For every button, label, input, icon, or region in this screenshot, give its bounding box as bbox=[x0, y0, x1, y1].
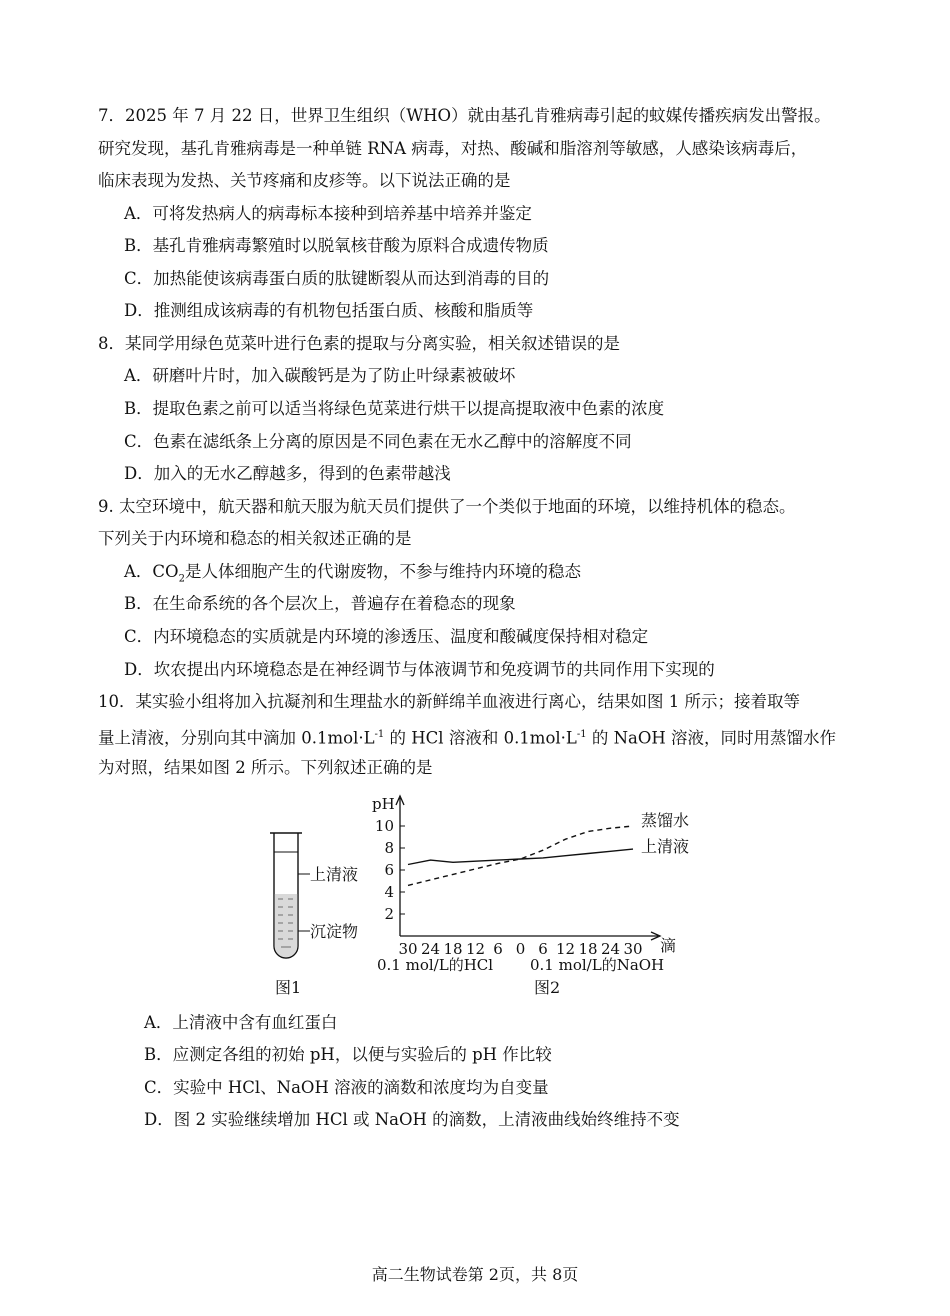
q8-option-c: C．色素在滤纸条上分离的原因是不同色素在无水乙醇中的溶解度不同 bbox=[124, 432, 632, 451]
x-tick-label: 30 bbox=[398, 940, 418, 958]
x-tick-label: 0 bbox=[515, 940, 526, 958]
legend-supernatant: 上清液 bbox=[641, 837, 690, 857]
y-tick-label: 8 bbox=[384, 839, 394, 857]
q7-stem-line2: 研究发现，基孔肯雅病毒是一种单链 RNA 病毒，对热、酸碱和脂溶剂等敏感，人感染该病毒后， bbox=[98, 139, 808, 158]
q7-option-c: C．加热能使该病毒蛋白质的肽键断裂从而达到消毒的目的 bbox=[124, 269, 550, 288]
q9-option-a-sub: 2 bbox=[178, 573, 185, 585]
q9-option-a-prefix: A．CO bbox=[124, 562, 179, 581]
q8-option-d: D．加入的无水乙醇越多，得到的色素带越浅 bbox=[124, 464, 451, 483]
q7-option-a: A．可将发热病人的病毒标本接种到培养基中培养并鉴定 bbox=[124, 204, 532, 223]
q8-option-b: B．提取色素之前可以适当将绿色苋菜进行烘干以提高提取液中色素的浓度 bbox=[124, 399, 665, 418]
q9-option-c: C．内环境稳态的实质就是内环境的渗透压、温度和酸碱度保持相对稳定 bbox=[124, 627, 649, 646]
q10-stem-line1: 10．某实验小组将加入抗凝剂和生理盐水的新鲜绵羊血液进行离心，结果如图 1 所示；接着取等 bbox=[98, 692, 800, 711]
x-tick-label: 24 bbox=[600, 940, 621, 958]
x-tick-label: 30 bbox=[623, 940, 643, 958]
q10-stem-line3: 为对照，结果如图 2 所示。下列叙述正确的是 bbox=[98, 758, 433, 777]
legend-distilled-water: 蒸馏水 bbox=[641, 811, 690, 830]
series-line-supernatant bbox=[408, 849, 633, 864]
q7-option-b: B．基孔肯雅病毒繁殖时以脱氧核苷酸为原料合成遗传物质 bbox=[124, 236, 549, 255]
q10-option-b: B．应测定各组的初始 pH，以便与实验后的 pH 作比较 bbox=[144, 1045, 552, 1064]
series-line-distilled-water bbox=[408, 826, 633, 885]
y-tick-label: 4 bbox=[384, 883, 394, 901]
x-tick-label: 6 bbox=[493, 940, 503, 958]
q10-line2-sup1: -1 bbox=[374, 729, 385, 740]
q8-option-a: A．研磨叶片时，加入碳酸钙是为了防止叶绿素被破坏 bbox=[124, 366, 516, 385]
y-tick-label: 6 bbox=[384, 861, 394, 879]
q10-line2-part1: 量上清液，分别向其中滴加 0.1mol·L bbox=[98, 728, 375, 748]
q10-stem-line2 bbox=[98, 723, 836, 751]
x-axis-right-label: 0.1 mol/L的NaOH bbox=[530, 956, 665, 974]
y-tick-label: 10 bbox=[374, 817, 394, 835]
x-tick-label: 24 bbox=[420, 940, 441, 958]
page-footer: 高二生物试卷第 2页，共 8页 bbox=[371, 1265, 579, 1284]
q10-figure bbox=[250, 786, 700, 1001]
q9-option-a bbox=[124, 560, 581, 591]
q10-line2-sup2: -1 bbox=[576, 729, 587, 740]
x-tick-label: 12 bbox=[555, 940, 576, 958]
q7-stem-line3: 临床表现为发热、关节疼痛和皮疹等。以下说法正确的是 bbox=[98, 171, 511, 190]
q10-option-c: C．实验中 HCl、NaOH 溶液的滴数和浓度均为自变量 bbox=[144, 1078, 549, 1097]
x-tick-label: 18 bbox=[578, 940, 598, 958]
figure1-caption: 图1 bbox=[275, 978, 302, 997]
y-axis-label: pH bbox=[372, 795, 395, 813]
q10-option-d: D．图 2 实验继续增加 HCl 或 NaOH 的滴数，上清液曲线始终维持不变 bbox=[144, 1110, 680, 1129]
q10-line2-part3: 的 NaOH 溶液，同时用蒸馏水作 bbox=[586, 728, 837, 748]
x-axis-left-label: 0.1 mol/L的HCl bbox=[377, 956, 494, 974]
y-tick-label: 2 bbox=[384, 905, 394, 923]
label-supernatant: 上清液 bbox=[310, 865, 359, 884]
q8-stem: 8．某同学用绿色苋菜叶进行色素的提取与分离实验，相关叙述错误的是 bbox=[98, 334, 620, 353]
x-tick-label: 12 bbox=[465, 940, 486, 958]
q9-option-b: B．在生命系统的各个层次上，普遍存在着稳态的现象 bbox=[124, 594, 516, 613]
q9-option-d: D．坎农提出内环境稳态是在神经调节与体液调节和免疫调节的共同作用下实现的 bbox=[124, 660, 715, 679]
test-tube-diagram bbox=[270, 833, 358, 997]
x-tick-label: 18 bbox=[443, 940, 463, 958]
q7-option-d: D．推测组成该病毒的有机物包括蛋白质、核酸和脂质等 bbox=[124, 301, 534, 320]
q10-line2-part2: 的 HCl 溶液和 0.1mol·L bbox=[384, 728, 577, 748]
q7-stem-line1: 7．2025 年 7 月 22 日，世界卫生组织（WHO）就由基孔肯雅病毒引起的蚊媒传播疾病发出警报。 bbox=[98, 106, 831, 125]
x-tick-label: 6 bbox=[538, 940, 548, 958]
q9-option-a-rest: 是人体细胞产生的代谢废物，不参与维持内环境的稳态 bbox=[184, 562, 581, 581]
q9-stem-line1: 9. 太空环境中，航天器和航天服为航天员们提供了一个类似于地面的环境，以维持机体的稳态。 bbox=[98, 497, 796, 516]
q9-stem-line2: 下列关于内环境和稳态的相关叙述正确的是 bbox=[98, 529, 412, 548]
sediment-fill bbox=[275, 894, 298, 957]
ph-chart bbox=[372, 795, 689, 997]
x-axis-unit-label: 滴 bbox=[660, 936, 677, 955]
label-sediment: 沉淀物 bbox=[310, 922, 359, 941]
figure2-caption: 图2 bbox=[534, 978, 561, 997]
q10-option-a: A．上清液中含有血红蛋白 bbox=[144, 1013, 338, 1032]
